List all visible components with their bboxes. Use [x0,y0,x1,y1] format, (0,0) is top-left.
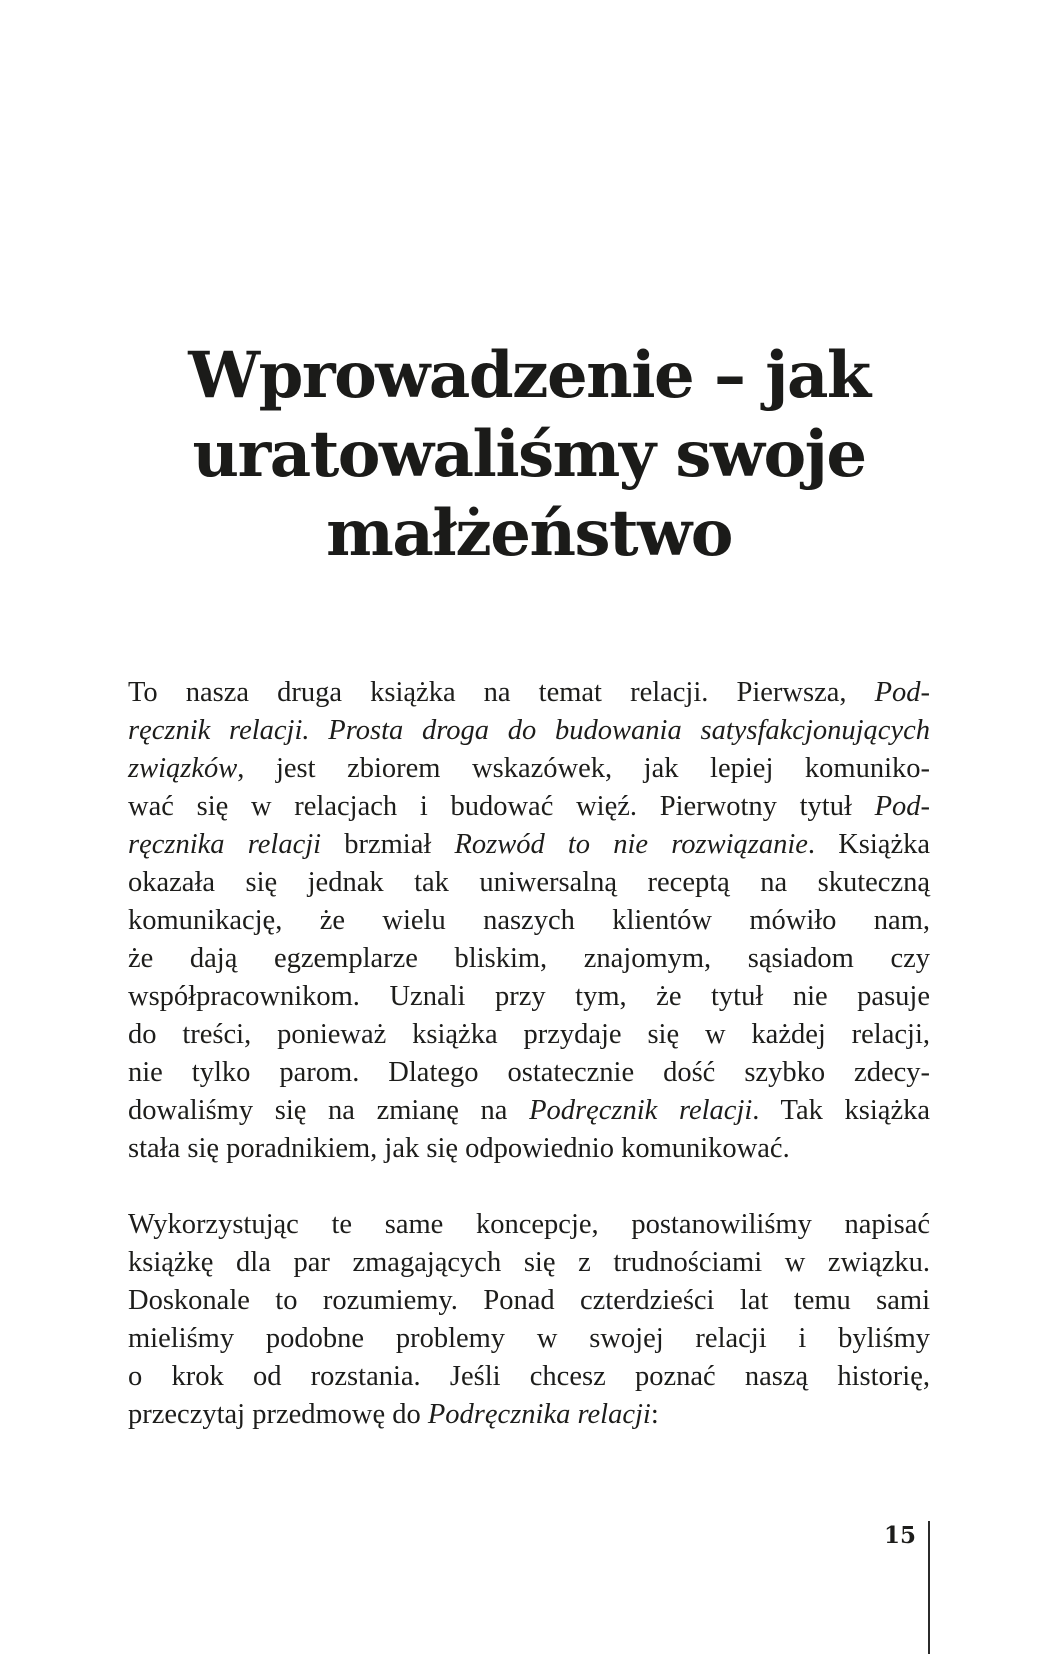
body-line [128,902,930,940]
text-run: wać się w relacjach i budować więź. Pierwotny tytuł [128,791,875,822]
italic-run: Podręcznika relacji [427,1399,651,1430]
italic-run: ręcznika relacji [128,829,322,860]
body-line [128,1016,930,1054]
paragraph [128,1206,930,1434]
chapter-heading [128,0,930,573]
text-run: do treści, ponieważ książka przydaje się w każdej relacji, [128,1019,930,1050]
body-line [128,978,930,1016]
page-number: 15 [883,1522,916,1549]
text-run: : [650,1399,659,1430]
body-line [128,674,930,712]
text-run: To nasza druga książka na temat relacji. Pierwsza, [128,677,875,708]
text-run: komunikację, że wielu naszych klientów mówiło nam, [128,905,930,936]
page-edge-rule [928,1521,930,1654]
text-run: dowaliśmy się na zmianę na [128,1095,530,1126]
text-run: mieliśmy podobne problemy w swojej relacji i byliśmy [128,1323,930,1354]
text-run: współpracownikom. Uznali przy tym, że tytuł nie pasuje [128,981,930,1012]
text-run: o krok od rozstania. Jeśli chcesz poznać naszą historię, [128,1361,930,1392]
italic-run: Pod- [874,791,930,822]
text-run: . Tak książka [752,1095,930,1126]
body-line [128,1282,930,1320]
body-line [128,788,930,826]
text-run: stała się poradnikiem, jak się odpowiednio komunikować. [128,1133,790,1164]
body-line [128,1206,930,1244]
body-line [128,826,930,864]
text-run: książkę dla par zmagających się z trudnościami w związku. [128,1247,930,1278]
text-run: nie tylko parom. Dlatego ostatecznie dość szybko zdecy- [128,1057,930,1088]
body-line [128,750,930,788]
italic-run: Rozwód to nie rozwiązanie [454,829,808,860]
text-run: . Książka [807,829,931,860]
text-run: brzmiał [321,829,455,860]
text-run: przeczytaj przedmowę do [128,1399,428,1430]
text-run: , jest zbiorem wskazówek, jak lepiej komuniko- [237,753,930,784]
chapter-heading-line: uratowaliśmy swoje [192,417,866,492]
text-run: że dają egzemplarze bliskim, znajomym, sąsiadom czy [128,943,930,974]
body-line [128,1320,930,1358]
body-line [128,1244,930,1282]
italic-run: Podręcznik relacji [529,1095,753,1126]
body-line [128,1054,930,1092]
text-column [128,0,930,1434]
body-line [128,1396,930,1434]
text-run: Doskonale to rozumiemy. Ponad czterdzieści lat temu sami [128,1285,930,1316]
body-line [128,1358,930,1396]
chapter-heading-line: Wprowadzenie – jak [188,338,870,413]
chapter-heading-line: małżeństwo [326,496,732,571]
body-line [128,1130,930,1168]
body-line [128,940,930,978]
italic-run: ręcznik relacji. Prosta droga do budowania satysfakcjonujących [128,715,930,746]
text-run: Wykorzystując te same koncepcje, postanowiliśmy napisać [128,1209,930,1240]
body-line [128,1092,930,1130]
italic-run: związków [128,753,238,784]
paragraph [128,674,930,1168]
body-line [128,712,930,750]
body-line [128,864,930,902]
text-run: okazała się jednak tak uniwersalną receptą na skuteczną [128,867,930,898]
italic-run: Pod- [874,677,930,708]
